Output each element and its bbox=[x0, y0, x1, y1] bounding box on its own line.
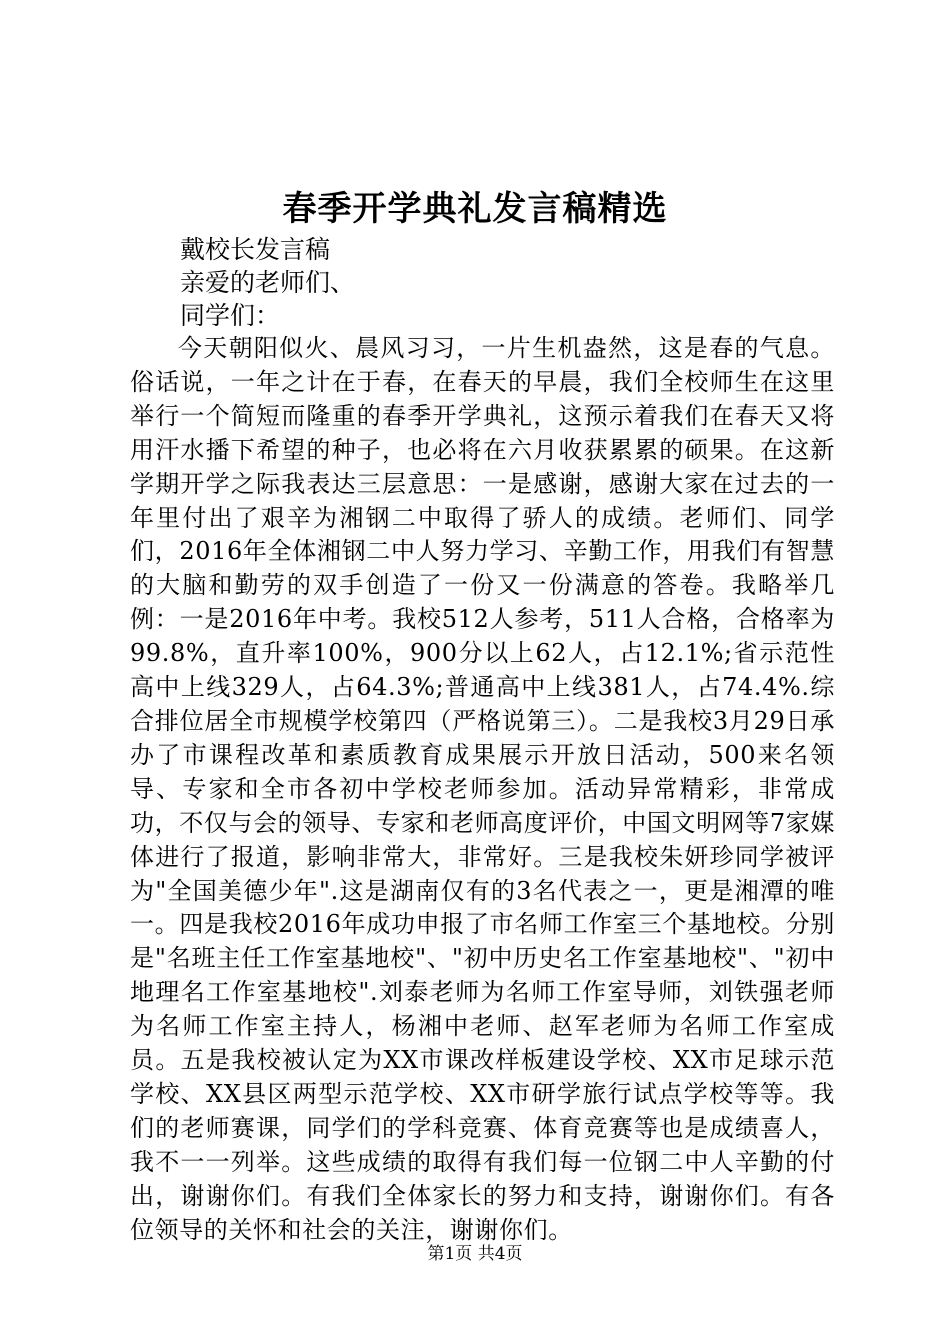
greeting-line-2: 同学们： bbox=[180, 301, 281, 330]
document-title: 春季开学典礼发言稿精选 bbox=[282, 189, 668, 229]
speech-subtitle: 戴校长发言稿 bbox=[180, 235, 331, 264]
page-footer: 第1页 共4页 bbox=[427, 1244, 523, 1264]
speech-body: 今天朝阳似火、晨风习习，一片生机盎然，这是春的气息。俗话说，一年之计在于春，在春天的早晨，我们全校师生在这里举行一个简短而隆重的春季开学典礼，这预示着我们在春天又将用汗水播下希望的种子，也必将在六月收获累累的硕果。在这新学期开学之际我表达三层意思：一是感谢，感谢大家在过去的一年里付出了艰辛为湘钢二中取得了骄人的成绩。老师们、同学们，2016年全体湘钢二中人努力学习、辛勤工作，用我们有智慧的大脑和勤劳的双手创造了一份又一份满意的答卷。我略举几例：一是2016年中考。我校512人参考，511人合格，合格率为99.8%，直升率100%，900分以上62人，占12.1%;省示范性高中上线329人，占64.3%;普通高中上线381人，占74.4%.综合排位居全市规模学校第四（严格说第三）。二是我校3月29日承办了市课程改革和素质教育成果展示开放日活动，500来名领导、专家和全市各初中学校老师参加。活动异常精彩，非常成功，不仅与会的领导、专家和老师高度评价，中国文明网等7家媒体进行了报道，影响非常大，非常好。三是我校朱妍珍同学被评为"全国美德少年".这是湖南仅有的3名代表之一，更是湘潭的唯一。四是我校2016年成功申报了市名师工作室三个基地校。分别是"名班主任工作室基地校"、"初中历史名工作室基地校"、"初中地理名工作室基地校".刘泰老师为名师工作室导师，刘铁强老师为名师工作室主持人，杨湘中老师、赵军老师为名师工作室成员。五是我校被认定为XX市课改样板建设学校、XX市足球示范学校、XX县区两型示范学校、XX市研学旅行试点学校等等。我们的老师赛课，同学们的学科竞赛、体育竞赛等也是成绩喜人，我不一一列举。这些成绩的取得有我们每一位钢二中人辛勤的付出，谢谢你们。有我们全体家长的努力和支持，谢谢你们。有各位领导的关怀和社会的关注，谢谢你们。 bbox=[130, 334, 835, 1244]
greeting-line-1: 亲爱的老师们、 bbox=[180, 268, 356, 297]
